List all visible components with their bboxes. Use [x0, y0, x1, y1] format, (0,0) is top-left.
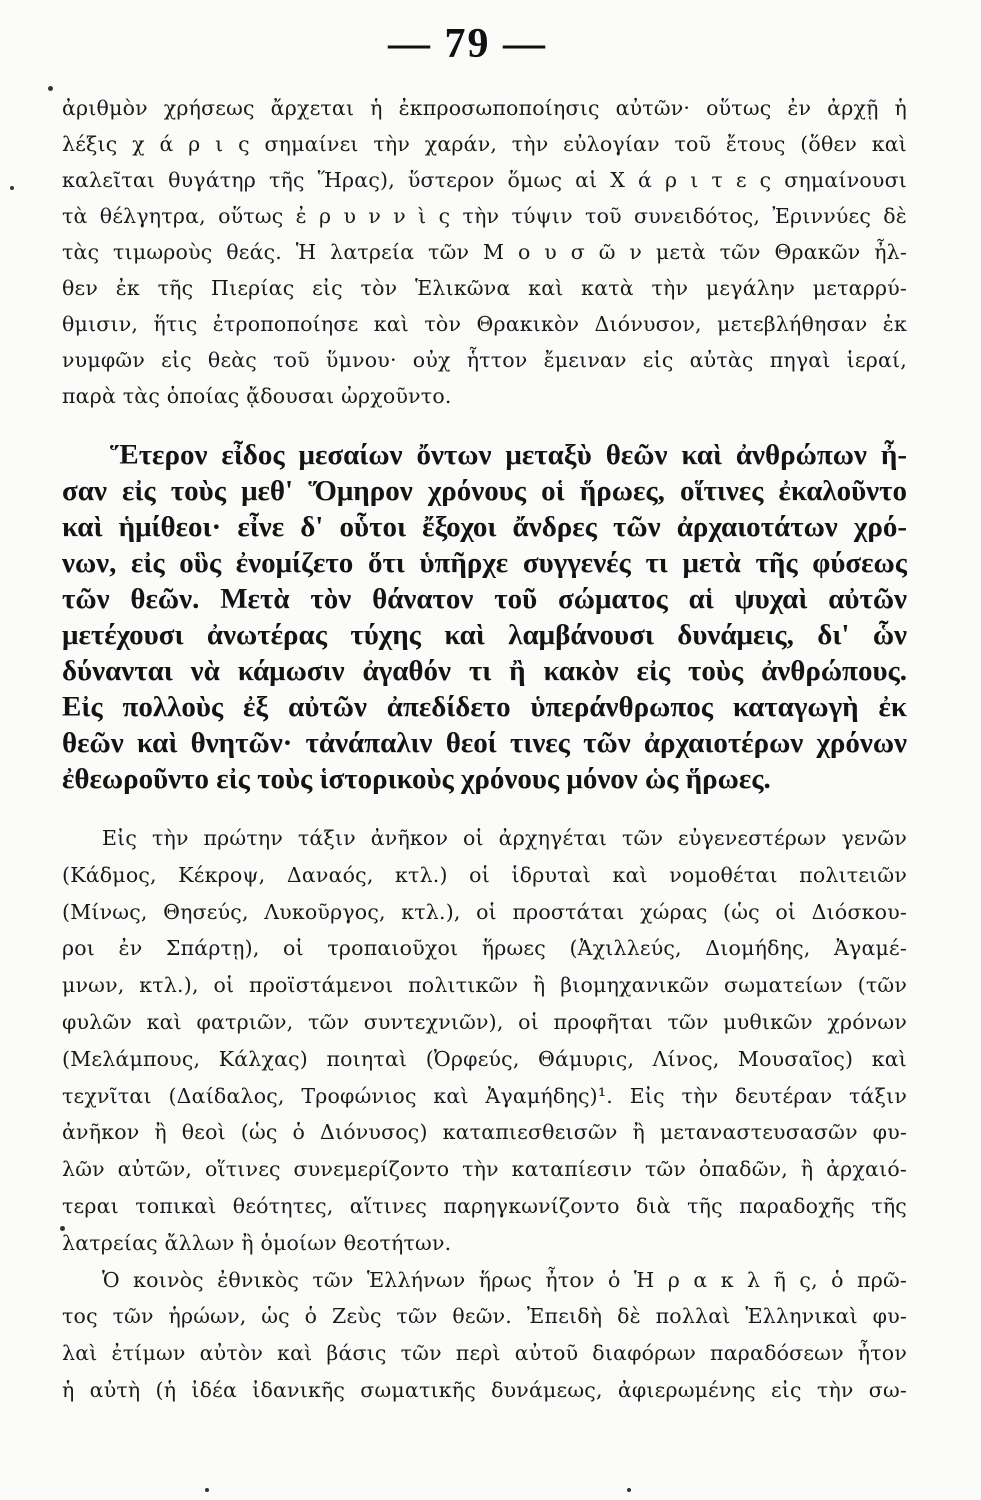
text-line: ἀνῆκον ἢ θεοὶ (ὡς ὁ Διόνυσος) καταπιεσθεισῶν ἢ μεταναστευσασῶν φυ- [62, 1120, 907, 1145]
text-line: τῶν θεῶν. Μετὰ τὸν θάνατον τοῦ σώματος αἱ ψυχαὶ αὐτῶν [62, 583, 907, 615]
text-line: (Μίνως, Θησεύς, Λυκοῦργος, κτλ.), οἱ προστάται χώρας (ὡς οἱ Διόσκου- [62, 899, 907, 924]
text-line: τὰς τιμωροὺς θεάς. Ἡ λατρεία τῶν Μ ο υ σ ῶ ν μετὰ τῶν Θρακῶν ἦλ- [62, 240, 907, 264]
text-line: λαὶ ἐτίμων αὐτὸν καὶ βάσις τῶν περὶ αὐτοῦ διαφόρων παραδόσεων ἦτον [62, 1341, 907, 1366]
text-line: νων, εἰς οὓς ἐνομίζετο ὅτι ὑπῆρχε συγγενές τι μετὰ τῆς φύσεως [62, 547, 907, 579]
paragraph-2 [62, 437, 907, 797]
text-line: τος τῶν ἡρώων, ὡς ὁ Ζεὺς τῶν θεῶν. Ἐπειδὴ δὲ πολλαὶ Ἑλληνικαὶ φυ- [62, 1304, 907, 1329]
text-line: Εἰς τὴν πρώτην τάξιν ἀνῆκον οἱ ἀρχηγέται τῶν εὐγενεστέρων γενῶν [102, 826, 907, 850]
text-line: ροι ἐν Σπάρτῃ), οἱ τροπαιοῦχοι ἥρωες (Ἀχιλλεύς, Διομήδης, Ἀγαμέ- [62, 936, 907, 961]
text-line: θεῶν καὶ θνητῶν· τἀνάπαλιν θεοί τινες τῶν ἀρχαιοτέρων χρόνων [62, 727, 907, 759]
text-line: σαν εἰς τοὺς μεθ' Ὅμηρον χρόνους οἱ ἥρωες, οἵτινες ἐκαλοῦντο [62, 475, 907, 507]
text-line: τεραι τοπικαὶ θεότητες, αἵτινες παρηγκωνίζοντο διὰ τῆς παραδοχῆς τῆς [62, 1193, 907, 1218]
text-line: Ἕτερον εἶδος μεσαίων ὄντων μεταξὺ θεῶν καὶ ἀνθρώπων ἦ- [110, 439, 907, 471]
page-number: — 79 — [388, 21, 547, 67]
text-line: τεχνῖται (Δαίδαλος, Τροφώνιος καὶ Ἀγαμήδης)¹. Εἰς τὴν δευτέραν τάξιν [62, 1083, 907, 1108]
text-line: μνων, κτλ.), οἱ προϊστάμενοι πολιτικῶν ἢ βιομηχανικῶν σωματείων (τῶν [62, 973, 907, 998]
text-line: θεν ἐκ τῆς Πιερίας εἰς τὸν Ἑλικῶνα καὶ κατὰ τὴν μεγάλην μεταρρύ- [62, 276, 907, 300]
text-line: νυμφῶν εἰς θεὰς τοῦ ὕμνου· οὐχ ἧττον ἔμειναν εἰς αὐτὰς πηγαὶ ἱεραί, [62, 348, 907, 372]
text-line: (Μελάμπους, Κάλχας) ποιηταὶ (Ὀρφεύς, Θάμυρις, Λίνος, Μουσαῖος) καὶ [62, 1046, 907, 1071]
text-line: μετέχουσι ἀνωτέρας τύχης καὶ λαμβάνουσι δυνάμεις, δι' ὧν [62, 619, 907, 651]
ink-speck [10, 186, 14, 190]
text-line: ἀριθμὸν χρήσεως ἄρχεται ἡ ἐκπροσωποποίησις αὐτῶν· οὕτως ἐν ἀρχῇ ἡ [62, 96, 907, 120]
ink-speck [48, 86, 53, 91]
ink-speck [627, 1488, 631, 1492]
ink-speck [205, 1488, 209, 1492]
text-line: (Κάδμος, Κέκροψ, Δαναός, κτλ.) οἱ ἱδρυταὶ καὶ νομοθέται πολιτειῶν [62, 862, 907, 887]
text-line: Ὁ κοινὸς ἐθνικὸς τῶν Ἑλλήνων ἥρως ἦτον ὁ Ἡ ρ α κ λ ῆ ς, ὁ πρῶ- [102, 1267, 907, 1292]
text-line: παρὰ τὰς ὁποίας ᾄδουσαι ὠρχοῦντο. [62, 384, 452, 408]
text-line: καὶ ἡμίθεοι· εἶνε δ' οὗτοι ἔξοχοι ἄνδρες τῶν ἀρχαιοτάτων χρό- [62, 511, 907, 543]
ink-speck [60, 1226, 65, 1231]
paragraph-1 [62, 90, 907, 414]
text-line: ἡ αὐτὴ (ἡ ἰδέα ἰδανικῆς σωματικῆς δυνάμεως, ἀφιερωμένης εἰς τὴν σω- [62, 1377, 907, 1402]
text-line: Εἰς πολλοὺς ἐξ αὐτῶν ἀπεδίδετο ὑπεράνθρωπος καταγωγὴ ἐκ [62, 691, 907, 723]
text-line: λῶν αὐτῶν, οἵτινες συνεμερίζοντο τὴν καταπίεσιν τῶν ὀπαδῶν, ἢ ἀρχαιό- [62, 1157, 907, 1182]
text-line: φυλῶν καὶ φατριῶν, τῶν συντεχνιῶν), οἱ προφῆται τῶν μυθικῶν χρόνων [62, 1009, 907, 1034]
text-line: καλεῖται θυγάτηρ τῆς Ἥρας), ὕστερον ὅμως αἱ Χ ά ρ ι τ ε ς σημαίνουσι [62, 168, 907, 192]
text-line: λατρείας ἄλλων ἢ ὁμοίων θεοτήτων. [62, 1230, 452, 1255]
text-line: λέξις χ ά ρ ι ς σημαίνει τὴν χαράν, τὴν εὐλογίαν τοῦ ἔτους (ὅθεν καὶ [62, 132, 907, 156]
text-line: τὰ θέλγητρα, οὕτως ἐ ρ υ ν ν ὶ ς τὴν τύψιν τοῦ συνειδότος, Ἐριννύες δὲ [62, 204, 907, 228]
paragraph-3-4 [62, 820, 907, 1409]
text-line: θμισιν, ἥτις ἐτροποποίησε καὶ τὸν Θρακικὸν Διόνυσον, μετεβλήθησαν ἐκ [62, 312, 907, 336]
text-line: ἐθεωροῦντο εἰς τοὺς ἱστορικοὺς χρόνους μόνον ὡς ἥρωες. [62, 763, 771, 795]
text-line: δύνανται νὰ κάμωσιν ἀγαθόν τι ἢ κακὸν εἰς τοὺς ἀνθρώπους. [62, 655, 907, 687]
